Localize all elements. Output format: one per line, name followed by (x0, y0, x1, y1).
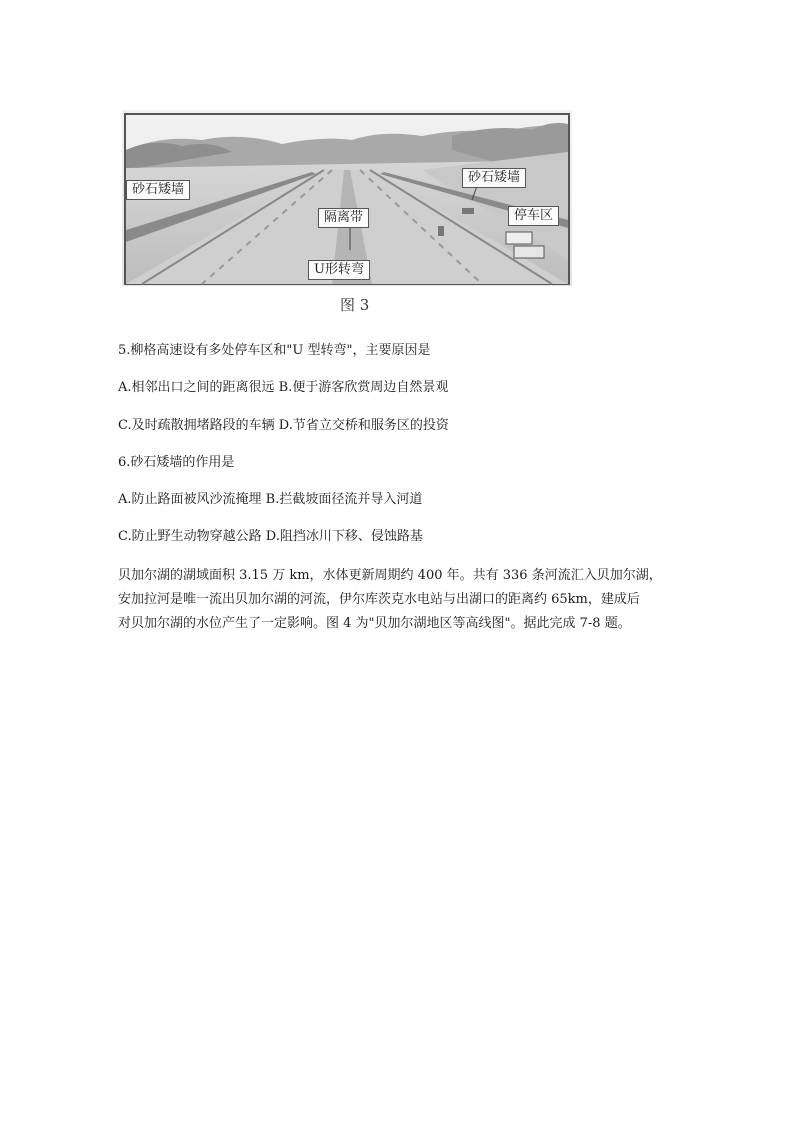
passage-line: 贝加尔湖的湖域面积 3.15 万 km，水体更新周期约 400 年。共有 336 条河流汇入贝加尔湖， (118, 568, 662, 583)
baikal-passage (118, 564, 678, 636)
question-6-options-ab: A.防止路面被风沙流掩埋 B.拦截坡面径流并导入河道 (118, 492, 423, 507)
label-parking: 停车区 (508, 206, 559, 226)
question-6-options-cd: C.防止野生动物穿越公路 D.阻挡冰川下移、侵蚀路基 (118, 529, 423, 544)
label-right-sand-wall: 砂石矮墙 (462, 168, 526, 188)
highway-photo (122, 110, 572, 286)
passage-line: 安加拉河是唯一流出贝加尔湖的河流，伊尔库茨克水电站与出湖口的距离约 65km，建成后 (118, 592, 640, 607)
label-left-sand-wall: 砂石矮墙 (126, 180, 190, 200)
passage-line: 对贝加尔湖的水位产生了一定影响。图 4 为"贝加尔湖地区等高线图"。据此完成 7-8 题。 (118, 616, 631, 631)
label-median: 隔离带 (318, 208, 369, 228)
question-5-options-ab: A.相邻出口之间的距离很远 B.便于游客欣赏周边自然景观 (118, 380, 449, 395)
figure-caption: 图 3 (340, 296, 370, 314)
label-u-turn: U形转弯 (308, 260, 370, 280)
question-5-stem: 5.柳格高速设有多处停车区和"U 型转弯"，主要原因是 (118, 343, 431, 358)
question-5-options-cd: C.及时疏散拥堵路段的车辆 D.节省立交桥和服务区的投资 (118, 418, 449, 433)
question-6-stem: 6.砂石矮墙的作用是 (118, 455, 235, 470)
